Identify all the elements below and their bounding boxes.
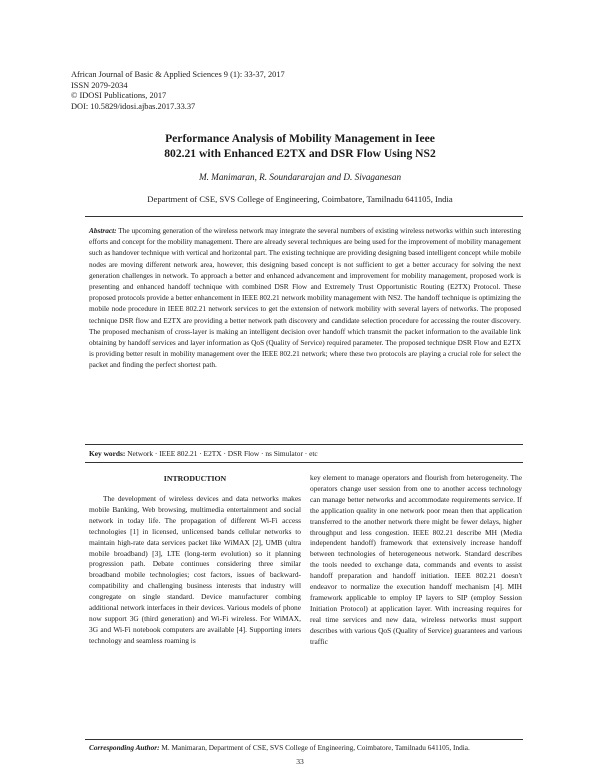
title-line-2: 802.21 with Enhanced E2TX and DSR Flow Using NS2 bbox=[164, 147, 436, 160]
rule-top bbox=[85, 216, 523, 217]
intro-paragraph-right: key element to manage operators and flourish from heterogeneity. The operators change user session from one to another access technology can manage better networks and accommodate requirements service. If the application quality in one network poor mean then that application transferred to the another network there might be fewer delays, higher throughput and less congestion. IEEE 802.21 describe MH (Media independent handoff) framework that extensively increase handoff between technologies of heterogeneous network. Standard describes the tools needed to exchange data, commands and events to assist handoff preparation and handoff initiation. IEEE 802.21 doesn't endeavor to normalize the execution handoff mechanism [4]. MIH framework applicable to employ IP layers to SIP (employ Session Initiation Protocol) at application layer. With increasing requires for real time services and new data, wireless networks must support describes with various QoS (Quality of Service) guarantees and various traffic bbox=[310, 473, 522, 646]
keywords bbox=[89, 449, 521, 459]
column-left bbox=[89, 473, 301, 647]
journal-info bbox=[71, 70, 531, 112]
column-right bbox=[310, 473, 522, 648]
journal-doi: DOI: 10.5829/idosi.ajbas.2017.33.37 bbox=[71, 101, 196, 111]
journal-name: African Journal of Basic & Applied Sciences 9 (1): 33-37, 2017 bbox=[71, 70, 285, 79]
abstract-label: Abstract: bbox=[89, 226, 117, 235]
intro-paragraph-left: The development of wireless devices and data networks makes mobile Banking, Web browsing, multimedia entertainment and social network in today life. The propagation of different Wi-Fi access technologies [1] in licensed, unlicensed bands cellular networks to maintain high-rate data services packet like WiMAX [2], UMB (ultra mobile broadband) [3], LTE (long-term evolution) so it planning progression path. Debate continues considering three similar broadband mobile technologies; cost factors, issues of backward-compatibility and challenging business interests that industry will congregate on single standard. Device manufacturer combing additional network interfaces in their devices. Various models of phone now support 3G (third generation) and Wi-Fi wireless. For WiMAX, 3G and Wi-Fi notebook computers are available [4]. Supporting inters technology and seamless roaming is bbox=[89, 494, 301, 645]
corresponding-author-text: M. Manimaran, Department of CSE, SVS College of Engineering, Coimbatore, Tamilnadu 641105, India. bbox=[161, 743, 470, 752]
journal-issn: ISSN 2079-2034 bbox=[71, 80, 128, 90]
rule-footer bbox=[85, 739, 523, 740]
page-number: 33 bbox=[296, 757, 304, 766]
corresponding-author-label: Corresponding Author: bbox=[89, 743, 160, 752]
affiliation: Department of CSE, SVS College of Engineering, Coimbatore, Tamilnadu 641105, India bbox=[147, 194, 453, 204]
paper-title bbox=[80, 131, 520, 161]
introduction-heading: INTRODUCTION bbox=[163, 474, 227, 483]
rule-before-keywords bbox=[85, 444, 523, 445]
corresponding-author bbox=[89, 743, 559, 753]
keywords-text: Network · IEEE 802.21 · E2TX · DSR Flow · ns Simulator · etc bbox=[127, 449, 318, 458]
journal-copyright: © IDOSI Publications, 2017 bbox=[71, 91, 167, 100]
keywords-label: Key words: bbox=[89, 449, 126, 458]
authors: M. Manimaran, R. Soundararajan and D. Sivaganesan bbox=[198, 172, 402, 182]
abstract-text: The upcoming generation of the wireless network may integrate the several numbers of existing wireless networks within such interesting efforts and concept for the mobility management. There are already several techniques are being used for the improvement of mobility management such as handover technique with vertical and horizontal part. The existing technique are providing designing based intelligent concept while mobile nodes are moving different network area, however, this designing based concept is not sufficient to get a better accuracy for solving the next generation challenges in network. To approach a better and enhanced advancement and improvement for mobility management, proposed work is presenting and enhanced handoff technique with combined DSR Flow and Extremely Trust Opportunistic Routing (E2TX) Protocol. These proposed protocols provide a better enhancement in IEEE 802.21 network mobility management with NS2. The handoff technique is optimizing the mobile node procedure in IEEE 802.21 network services to get the extension of network mobility with several layers of networks. The proposed technique DSR flow and E2TX are providing a better network path discovery and candidate selection procedure for accessing the router discovery. The proposed mechanism of cross-layer is making an intelligent decision over handoff which transmit the packet information to the available link obtaining by handoff services and layer information as QoS (Quality of Service) required parameter. The proposed technique DSR Flow and E2TX is providing better result in mobility management over the IEEE 802.21 network; where these two protocols are playing a crucial role for select the packet and finding the perfect shortest path. bbox=[89, 226, 522, 370]
rule-after-keywords bbox=[85, 462, 523, 463]
title-line-1: Performance Analysis of Mobility Management in Ieee bbox=[165, 132, 435, 145]
abstract bbox=[89, 225, 521, 371]
